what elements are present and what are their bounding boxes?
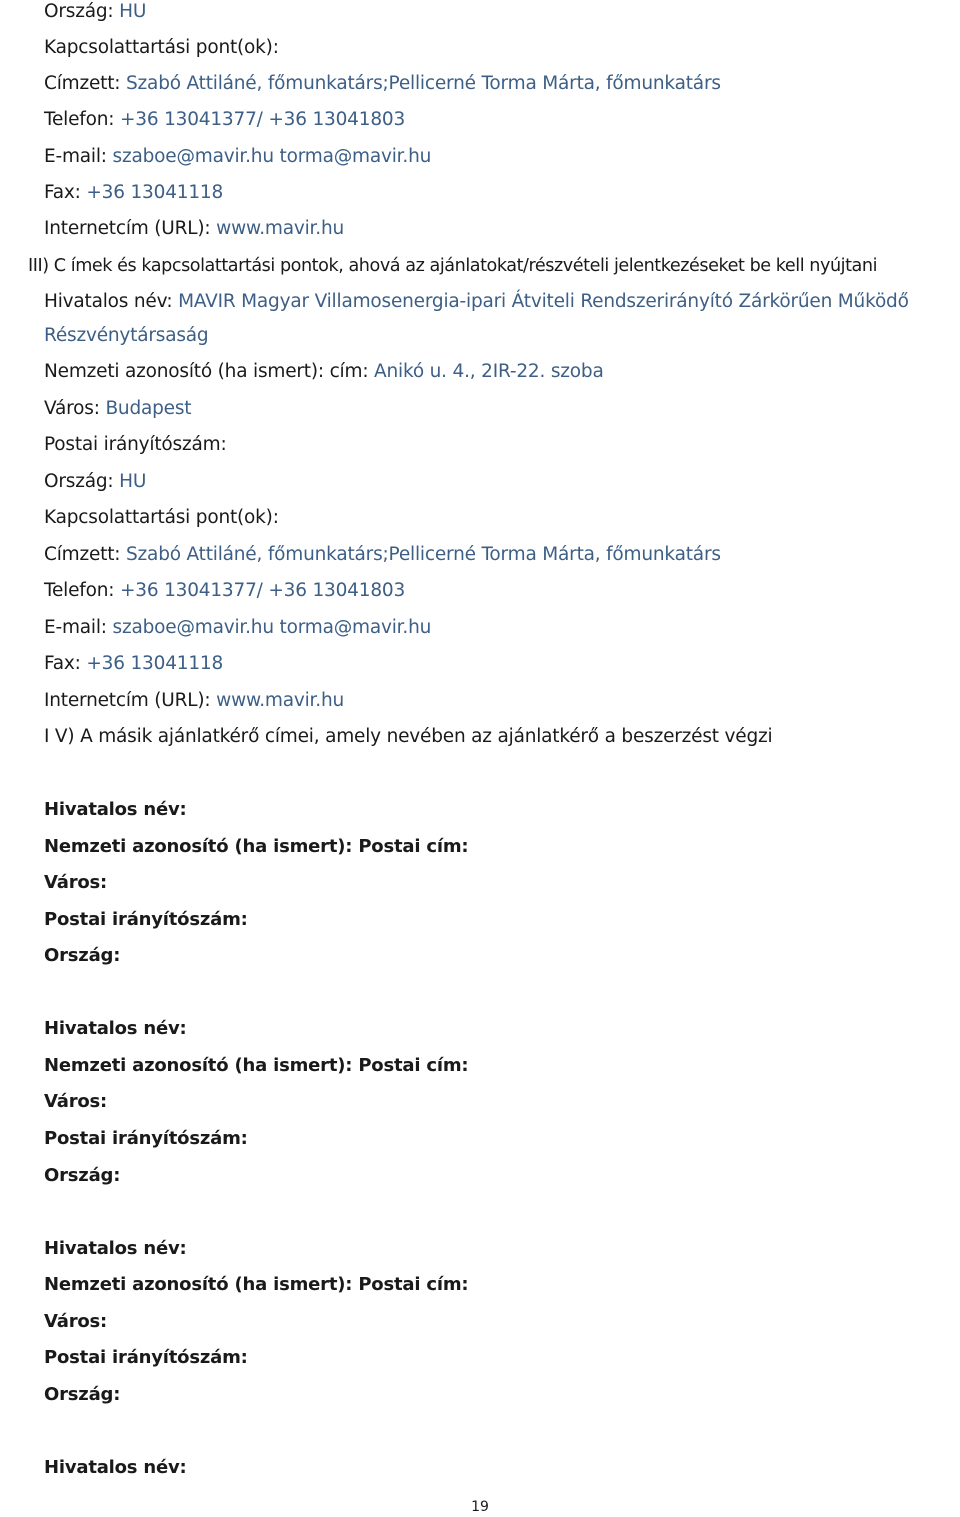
official-name-value-continued: Részvénytársaság [44, 325, 209, 346]
city-value: Budapest [105, 398, 192, 419]
official-name-label: Hivatalos név: [44, 1018, 187, 1039]
official-name-label: Hivatalos név: [44, 799, 187, 820]
postal-code-label: Postai irányítószám: [44, 909, 248, 930]
city-label: Város: [44, 398, 100, 419]
official-name-row [44, 290, 909, 314]
fax-label: Fax: [44, 182, 81, 203]
addressee-label: Címzett: [44, 73, 121, 94]
fax-value: +36 13041118 [86, 653, 224, 674]
official-name-label: Hivatalos név: [44, 1457, 187, 1478]
phone-label: Telefon: [44, 580, 115, 601]
national-id-label: Nemzeti azonosító (ha ismert): Postai cím: [44, 836, 469, 857]
country-value: HU [119, 471, 147, 492]
section-3-heading: III) C ímek és kapcsolattartási pontok, ahová az ajánlatokat/részvételi jelentkezéseket be kell nyújtani [28, 256, 878, 276]
fax-row [44, 181, 223, 205]
country-value: HU [119, 1, 147, 22]
country-row [44, 470, 146, 494]
phone-row [44, 579, 405, 603]
national-id-value: Anikó u. 4., 2IR-22. szoba [374, 361, 604, 382]
addressee-row [44, 543, 721, 567]
page-number: 19 [471, 1499, 489, 1515]
official-name-label: Hivatalos név: [44, 291, 173, 312]
country-label: Ország: [44, 945, 121, 966]
national-id-label: Nemzeti azonosító (ha ismert): Postai cím: [44, 1274, 469, 1295]
postal-code-label: Postai irányítószám: [44, 1128, 248, 1149]
addressee-value: Szabó Attiláné, főmunkatárs;Pellicerné Torma Márta, főmunkatárs [126, 73, 721, 94]
postal-code-label: Postai irányítószám: [44, 434, 227, 455]
phone-value: +36 13041377/ +36 13041803 [119, 580, 406, 601]
country-label: Ország: [44, 1165, 121, 1186]
fax-label: Fax: [44, 653, 81, 674]
country-row [44, 0, 146, 24]
email-value: szaboe@mavir.hu torma@mavir.hu [112, 617, 432, 638]
url-value: www.mavir.hu [216, 690, 344, 711]
addressee-row [44, 72, 721, 96]
official-name-label: Hivatalos név: [44, 1238, 187, 1259]
addressee-label: Címzett: [44, 544, 121, 565]
url-value: www.mavir.hu [216, 218, 344, 239]
national-id-label: Nemzeti azonosító (ha ismert): Postai cím: [44, 1055, 469, 1076]
city-label: Város: [44, 872, 108, 893]
national-id-row [44, 360, 604, 384]
country-label: Ország: [44, 471, 114, 492]
contact-points-label: Kapcsolattartási pont(ok): [44, 37, 279, 58]
url-label: Internetcím (URL): [44, 690, 211, 711]
fax-row [44, 652, 223, 676]
country-label: Ország: [44, 1384, 121, 1405]
section-4-heading: I V) A másik ajánlatkérő címei, amely nevében az ajánlatkérő a beszerzést végzi [44, 726, 773, 747]
city-row [44, 397, 191, 421]
city-label: Város: [44, 1091, 108, 1112]
addressee-value: Szabó Attiláné, főmunkatárs;Pellicerné Torma Márta, főmunkatárs [126, 544, 721, 565]
phone-label: Telefon: [44, 109, 115, 130]
postal-code-label: Postai irányítószám: [44, 1347, 248, 1368]
email-label: E-mail: [44, 617, 107, 638]
url-row [44, 217, 344, 241]
phone-value: +36 13041377/ +36 13041803 [119, 109, 406, 130]
email-row [44, 145, 431, 169]
email-label: E-mail: [44, 146, 107, 167]
city-label: Város: [44, 1311, 108, 1332]
phone-row [44, 108, 405, 132]
fax-value: +36 13041118 [86, 182, 224, 203]
email-value: szaboe@mavir.hu torma@mavir.hu [112, 146, 432, 167]
email-row [44, 616, 431, 640]
contact-points-label: Kapcsolattartási pont(ok): [44, 507, 279, 528]
official-name-value: MAVIR Magyar Villamosenergia-ipari Átviteli Rendszerirányító Zárkörűen Működő [178, 291, 909, 312]
country-label: Ország: [44, 1, 114, 22]
url-label: Internetcím (URL): [44, 218, 211, 239]
national-id-label: Nemzeti azonosító (ha ismert): cím: [44, 361, 369, 382]
url-row [44, 689, 344, 713]
